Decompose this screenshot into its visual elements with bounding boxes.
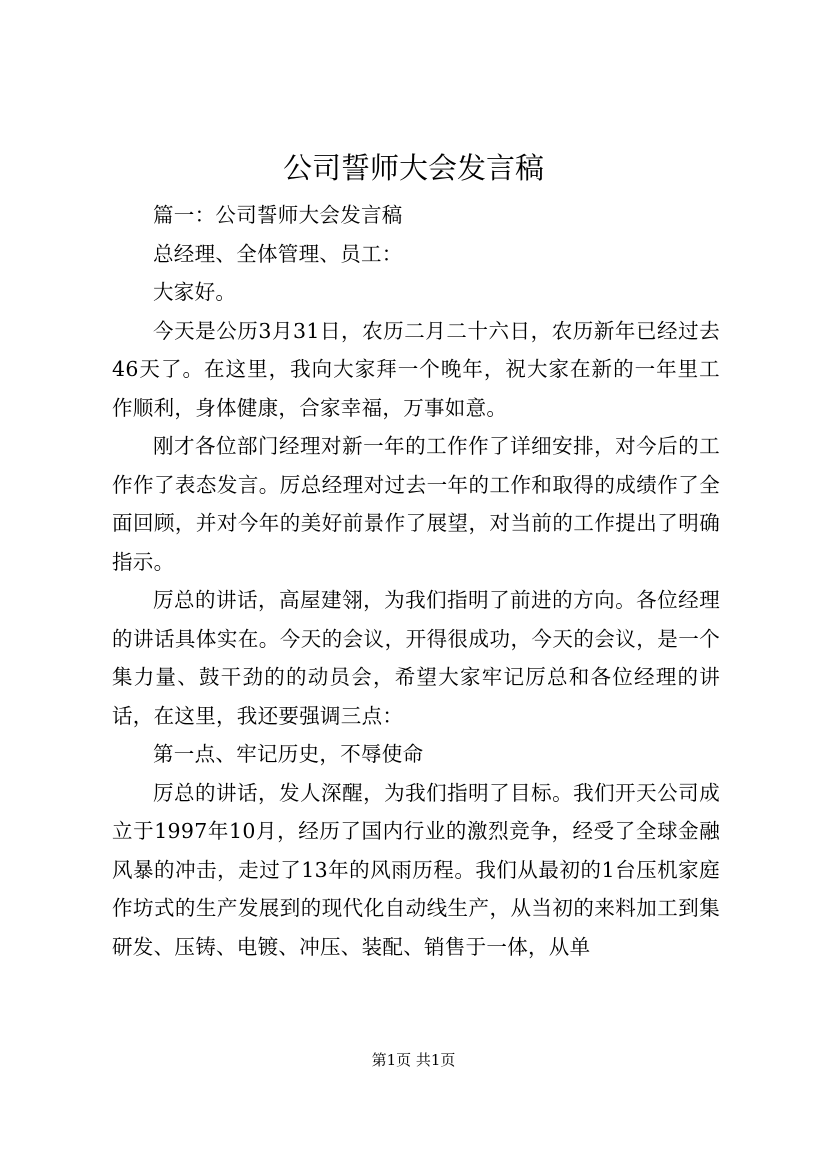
page-number: 第1页 共1页 xyxy=(371,1051,456,1069)
paragraph: 篇一：公司誓师大会发言稿 xyxy=(153,203,403,227)
page-footer xyxy=(0,1049,827,1071)
paragraph: 第一点、牢记历史，不辱使命 xyxy=(153,742,424,766)
paragraph: 刚才各位部门经理对新一年的工作作了详细安排，对今后的工作作了表态发言。厉总经理对过去一年的工作和取得的成绩作了全面回顾，并对今年的美好前景作了展望，对当前的工作提出了明确指示。 xyxy=(112,434,720,574)
paragraph: 厉总的讲话，高屋建翎，为我们指明了前进的方向。各位经理的讲话具体实在。今天的会议，开得很成功，今天的会议，是一个集力量、鼓干劲的的动员会，希望大家牢记厉总和各位经理的讲话，在这里，我还要强调三点： xyxy=(112,588,720,728)
paragraph: 厉总的讲话，发人深醒，为我们指明了目标。我们开天公司成立于1997年10月，经历了国内行业的激烈竞争，经受了全球金融风暴的冲击，走过了13年的风雨历程。我们从最初的1台压机家庭作坊式的生产发展到的现代化自动线生产，从当初的来料加工到集研发、压铸、电镀、冲压、装配、销售于一体，从单 xyxy=(112,780,720,959)
document-body xyxy=(112,196,720,966)
paragraph: 今天是公历3月31日，农历二月二十六日，农历新年已经过去46天了。在这里，我向大家拜一个晚年，祝大家在新的一年里工作顺利，身体健康，合家幸福，万事如意。 xyxy=(112,318,720,420)
paragraph: 大家好。 xyxy=(153,280,237,304)
document-title: 公司誓师大会发言稿 xyxy=(282,151,544,185)
paragraph: 总经理、全体管理、员工： xyxy=(153,241,403,266)
